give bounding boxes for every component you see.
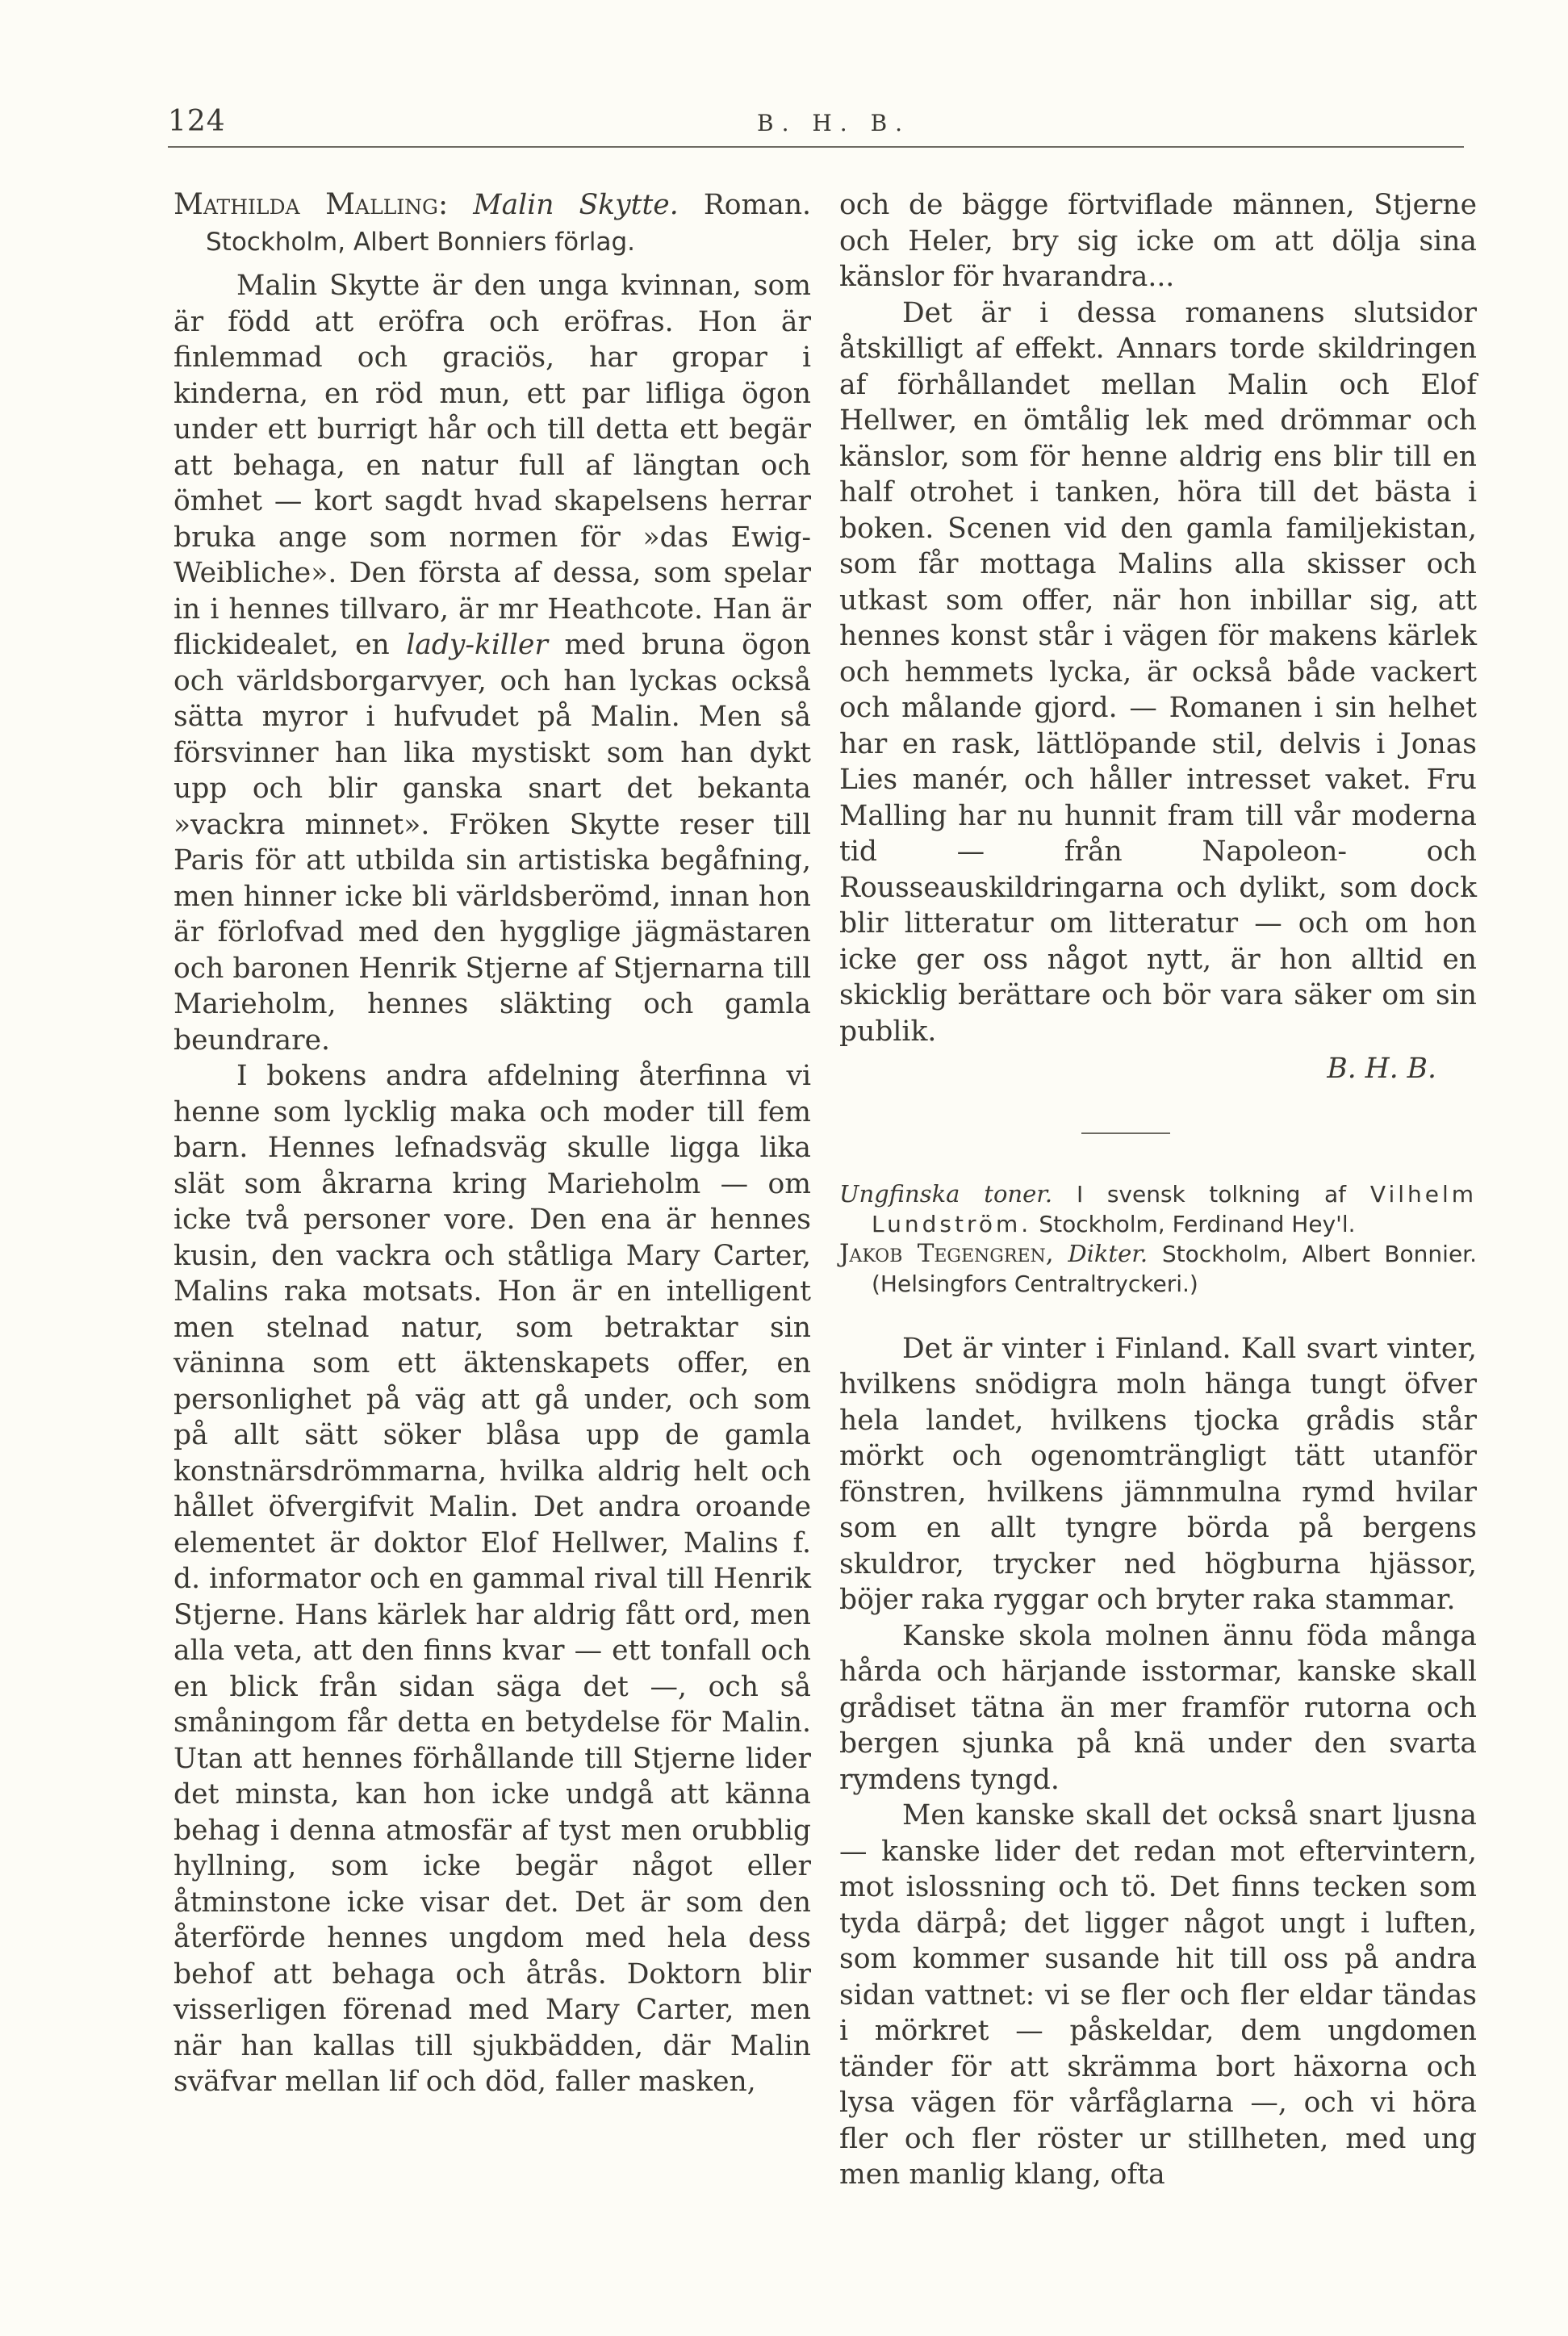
header-rule bbox=[168, 146, 1464, 148]
paragraph: Kanske skola molnen ännu föda många hårda och härjande isstormar, kanske skall grådiset tätna än mer framför rutorna och bergen sjunka på knä under den svarta rymdens tyngd. bbox=[839, 1619, 1477, 1796]
right-column bbox=[839, 187, 1477, 2193]
citation-publisher: Stockholm, Albert Bonniers förlag. bbox=[206, 227, 635, 257]
citation-author: Jakob Tegengren, bbox=[839, 1238, 1054, 1268]
citation-title: Ungfinska toner. bbox=[839, 1179, 1053, 1208]
paragraph bbox=[174, 268, 811, 1058]
page-header bbox=[168, 105, 1464, 137]
paragraph: och de bägge förtviflade männen, Stjerne och Heler, bry sig icke om att dölja sina känslor för hvarandra... bbox=[839, 189, 1477, 293]
paragraph-text: Malin Skytte är den unga kvinnan, som är född att eröfra och eröfras. Hon är finlemmad och graciös, har gropar i kinderna, en röd mun, ett par lifliga ögon under ett burrigt hår och till detta ett begär att behaga, en natur full af längtan och ömhet — kort sagdt hvad skapelsens herrar bruka ange som normen för »das Ewig-Weibliche». Den första af dessa, som spelar in i hennes tillvaro, är mr Heathcote. Han är flickidealet, en bbox=[174, 270, 811, 661]
review-citation-ungfinska bbox=[839, 1179, 1477, 1239]
reviewer-signature: B. H. B. bbox=[1327, 1053, 1436, 1085]
left-column bbox=[174, 187, 811, 2100]
citation-translation: I svensk tolkning af bbox=[1077, 1180, 1347, 1208]
section-separator bbox=[1081, 1132, 1170, 1134]
citation-publisher: Stockholm, Ferdinand Hey'l. bbox=[1039, 1210, 1356, 1237]
running-head: B. H. B. bbox=[757, 110, 911, 136]
citation-title: Dikter. bbox=[1068, 1239, 1148, 1267]
paragraph: Men kanske skall det också snart ljusna — kanske lider det redan mot eftervintern, mot islossning och tö. Det finns tecken som tyda därpå; det ligger något ungt i luften, som kommer susande hit till oss på andra sidan vattnet: vi se fler och fler eldar tändas i mörkret — påskeldar, dem ungdomen tänder för att skrämma bort häxorna och lysa vägen för vårfåglarna —, och vi höra fler och fler röster ur stillheten, med ung men manlig klang, ofta bbox=[839, 1799, 1477, 2191]
citation-genre: Roman. bbox=[703, 189, 812, 221]
review-citation-tegengren bbox=[839, 1239, 1477, 1299]
italic-term: lady-killer bbox=[406, 629, 548, 661]
page-number: 124 bbox=[168, 105, 226, 138]
paragraph: Det är vinter i Finland. Kall svart vinter, hvilkens snödigra moln hänga tungt öfver hela landet, hvilkens tjocka grådis står mörkt och ogenomträngligt tätt utanför fönstren, hvilkens jämnmulna rymd hvilar som en allt tyngre börda på bergens skuldror, trycker ned högburna hjässor, böjer raka ryggar och bryter raka stammar. bbox=[839, 1332, 1477, 1616]
paragraph: I bokens andra afdelning återfinna vi henne som lycklig maka och moder till fem barn. Hennes lefnadsväg skulle ligga lika slät som åkrarna kring Marieholm — om icke två personer vore. Den ena är hennes kusin, den vackra och ståtliga Mary Carter, Malins raka motsats. Hon är en intelligent men stelnad natur, som betraktar sin väninna som ett äktenskapets offer, en personlighet på väg att gå under, och som på allt sätt söker blåsa upp de gamla konstnärsdrömmarna, hvilka aldrig helt och hållet öfvergifvit Malin. Det andra oroande elementet är doktor Elof Hellwer, Malins f. d. informator och en gammal rival till Henrik Stjerne. Hans kärlek har aldrig fått ord, men alla veta, att den finns kvar — ett tonfall och en blick från sidan säga det —, och så småningom får detta en betydelse för Malin. Utan att hennes förhållande till Stjerne lider det minsta, kan hon icke undgå att känna behag i denna atmosfär af tyst men orubblig hyllning, som icke begär något eller åtminstone icke visar det. Det är som den återförde hennes ungdom med hela dess behof att behaga och åtrås. Doktorn blir visserligen förenad med Mary Carter, men när han kallas till sjukbädden, där Malin sväfvar mellan lif och död, faller masken, bbox=[174, 1060, 811, 2098]
citation-translator: Vilhelm Lundström. bbox=[872, 1180, 1478, 1237]
review-citation-malling bbox=[174, 187, 811, 260]
citation-publisher: Stockholm, Albert Bonnier. (Helsingfors Centraltryckeri.) bbox=[872, 1240, 1478, 1297]
paragraph-text: med bruna ögon och världsborgarvyer, och han lyckas också sätta myror i hufvudet på Malin. Men så försvinner han lika mystiskt som han dykt upp och blir ganska snart det bekanta »vackra minnet». Fröken Skytte reser till Paris för att utbilda sin artistiska begåfning, men hinner icke bli världsberömd, innan hon är förlofvad med den hygglige jägmästaren och baronen Henrik Stjerne af Stjernarna till Marieholm, hennes släkting och gamla beundrare. bbox=[174, 629, 812, 1057]
citation-title: Malin Skytte. bbox=[473, 189, 679, 221]
paragraph: Det är i dessa romanens slutsidor åtskilligt af effekt. Annars torde skildringen af förhållandet mellan Malin och Elof Hellwer, en ömtålig lek med drömmar och känslor, som för henne aldrig ens blir till en half otrohet i tanken, höra till det bästa i boken. Scenen vid den gamla familjekistan, som får mottaga Malins alla skisser och utkast som offer, när hon inbillar sig, att hennes konst står i vägen för makens kärlek och hemmets lycka, är också både vackert och målande gjord. — Romanen i sin helhet har en rask, lättlöpande stil, delvis i Jonas Lies manér, och håller intresset vaket. Fru Malling har nu hunnit fram till vår moderna tid — från Napoleon- och Rousseauskildringarna och dylikt, som dock blir litteratur om litteratur — och om hon icke ger oss något nytt, är hon alltid en skicklig berättare och bör vara säker om sin publik. bbox=[839, 296, 1477, 1048]
citation-author: Mathilda Malling: bbox=[174, 188, 449, 221]
